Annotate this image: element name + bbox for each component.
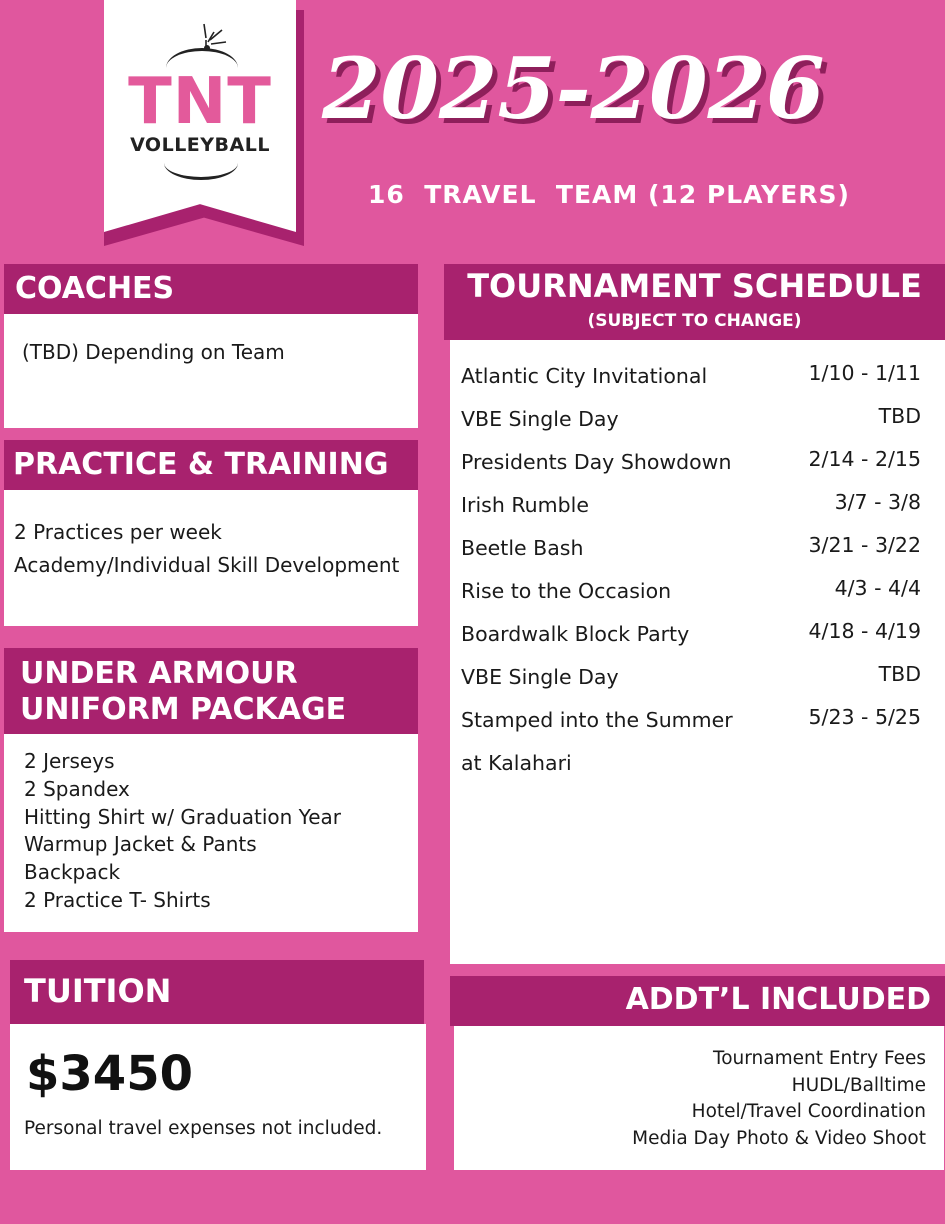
uniform-item: Warmup Jacket & Pants — [24, 832, 257, 857]
season-title: 2025-2026 — [322, 39, 825, 138]
event-name: VBE Single Day — [461, 407, 619, 431]
schedule-row — [461, 490, 921, 536]
practice-item: 2 Practices per week — [14, 520, 222, 544]
uniform-heading — [4, 648, 418, 734]
event-date: 1/10 - 1/11 — [808, 361, 921, 385]
additional-list — [454, 1046, 926, 1152]
tuition-heading: TUITION — [10, 960, 424, 1024]
event-name: VBE Single Day — [461, 665, 619, 689]
practice-list — [14, 516, 399, 582]
schedule-row — [461, 361, 921, 407]
event-date: TBD — [878, 404, 921, 428]
tuition-note: Personal travel expenses not included. — [24, 1118, 383, 1139]
schedule-row — [461, 533, 921, 579]
schedule-row — [461, 705, 921, 751]
volleyball-arc-bottom — [164, 146, 238, 180]
uniform-item: 2 Jerseys — [24, 749, 115, 773]
practice-heading: PRACTICE & TRAINING — [4, 440, 418, 490]
coaches-panel — [4, 314, 418, 428]
event-date: 3/21 - 3/22 — [808, 533, 921, 557]
coaches-text: (TBD) Depending on Team — [22, 340, 285, 364]
event-date: 4/3 - 4/4 — [834, 576, 921, 600]
event-name: Atlantic City Invitational — [461, 364, 708, 388]
event-date: 4/18 - 4/19 — [808, 619, 921, 643]
event-date: 2/14 - 2/15 — [808, 447, 921, 471]
event-name: Presidents Day Showdown — [461, 450, 732, 474]
tuition-price: $3450 — [26, 1046, 193, 1102]
coaches-heading: COACHES — [4, 264, 418, 314]
event-name: Boardwalk Block Party — [461, 622, 690, 646]
event-date: 3/7 - 3/8 — [834, 490, 921, 514]
uniform-item: 2 Practice T- Shirts — [24, 887, 211, 912]
uniform-item: 2 Spandex — [24, 776, 130, 801]
schedule-row — [461, 619, 921, 665]
uniform-heading-line2: UNIFORM PACKAGE — [20, 692, 347, 727]
additional-item: Hotel/Travel Coordination — [691, 1101, 926, 1122]
spark-icon — [198, 18, 234, 54]
schedule-subtitle: (SUBJECT TO CHANGE) — [587, 311, 802, 331]
event-name: Stamped into the Summer — [461, 708, 733, 732]
event-date: TBD — [878, 662, 921, 686]
schedule-title: TOURNAMENT SCHEDULE — [467, 267, 922, 305]
schedule-row — [461, 751, 921, 794]
schedule-row — [461, 576, 921, 622]
event-name: Irish Rumble — [461, 493, 589, 517]
uniform-item: Backpack — [24, 860, 121, 885]
additional-item: Tournament Entry Fees — [713, 1048, 926, 1069]
team-subtitle: 16 TRAVEL TEAM (12 PLAYERS) — [368, 180, 850, 209]
schedule-row — [461, 447, 921, 493]
event-name: Rise to the Occasion — [461, 579, 672, 603]
additional-item: Media Day Photo & Video Shoot — [632, 1127, 926, 1149]
event-name: at Kalahari — [461, 751, 572, 775]
uniform-item: Hitting Shirt w/ Graduation Year — [24, 804, 341, 829]
schedule-row — [461, 404, 921, 450]
uniform-heading-line1: UNDER ARMOUR — [20, 656, 298, 691]
practice-item: Academy/Individual Skill Development — [14, 553, 400, 577]
logo-volleyball: VOLLEYBALL — [130, 134, 270, 156]
uniform-list — [24, 748, 341, 915]
schedule-row — [461, 662, 921, 708]
event-date: 5/23 - 5/25 — [808, 705, 921, 729]
logo-tnt: TNT — [128, 65, 272, 139]
additional-item: HUDL/Balltime — [791, 1074, 926, 1096]
schedule-heading — [444, 264, 945, 340]
additional-heading: ADDT’L INCLUDED — [450, 976, 945, 1026]
event-name: Beetle Bash — [461, 536, 584, 560]
